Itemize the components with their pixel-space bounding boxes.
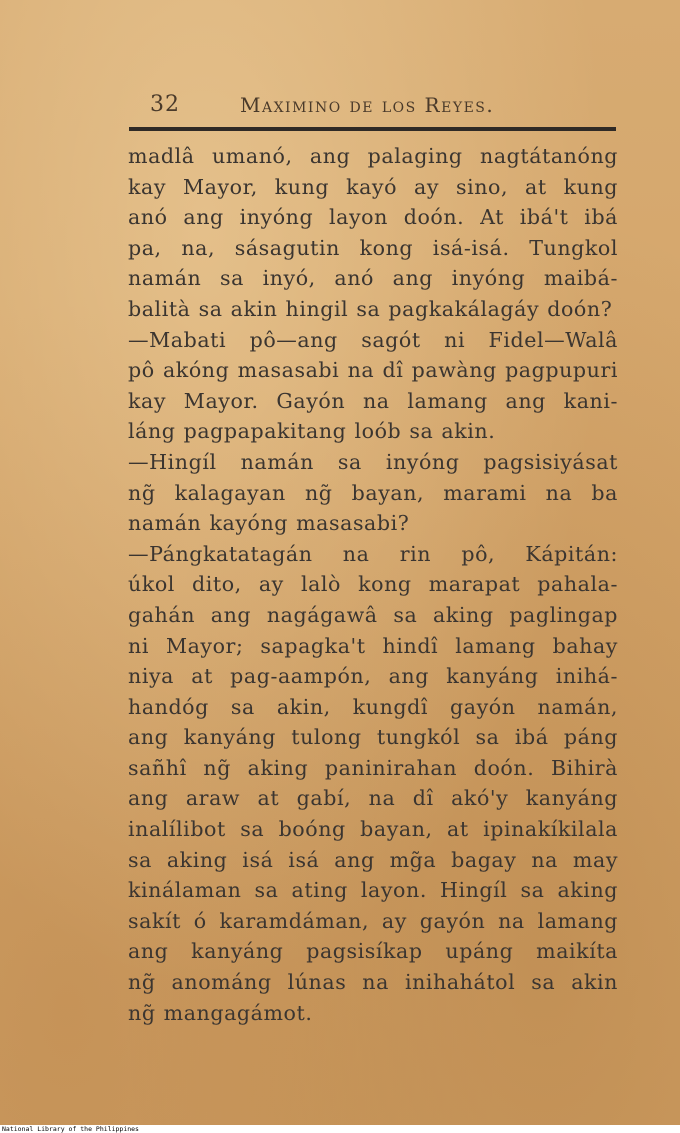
text-line: kinálaman sa ating layon. Hingíl sa aking: [128, 878, 618, 903]
text-line: gahán ang nagágawâ sa aking paglingap: [128, 602, 618, 627]
text-line: handóg sa akin, kungdî gayón namán,: [128, 694, 618, 719]
text-line: ng̃ anománg lúnas na inihahátol sa akin: [128, 970, 618, 995]
text-line: balità sa akin hingil sa pagkakálagáy doón?: [128, 296, 613, 321]
text-line: ang kanyáng tulong tungkól sa ibá páng: [128, 725, 618, 750]
page-header: [0, 92, 680, 124]
text-line: pa, na, sásagutin kong isá-isá. Tungkol: [128, 235, 618, 260]
running-title: Maximino de los Reyes.: [240, 93, 495, 117]
text-line: —Pángkatatagán na rin pô, Kápitán:: [128, 541, 618, 566]
text-line: sañhî ng̃ aking paninirahan doón. Bihirà: [128, 755, 618, 780]
text-line: madlâ umanó, ang palaging nagtátanóng: [128, 144, 618, 168]
text-line: ni Mayor; sapagka't hindî lamang bahay: [128, 633, 618, 658]
text-line: —Mabati pô—ang sagót ni Fidel—Walâ: [128, 327, 618, 352]
text-line: pô akóng masasabi na dî pawàng pagpupuri: [128, 358, 618, 383]
text-line: láng pagpapakitang loób sa akin.: [128, 419, 496, 444]
text-line: úkol dito, ay lalò kong marapat pahala-: [128, 572, 618, 597]
text-line: niya at pag-aampón, ang kanyáng inihá-: [128, 664, 618, 689]
page-number: 32: [150, 92, 180, 117]
text-line: ng̃ kalagayan ng̃ bayan, marami na ba: [128, 480, 618, 505]
text-line: ng̃ mangagámot.: [128, 1000, 313, 1025]
header-rule: [129, 127, 616, 131]
text-line: namán kayóng masasabi?: [128, 511, 410, 536]
text-line: —Hingíl namán sa inyóng pagsisiyásat: [128, 449, 618, 474]
body-text: [128, 141, 618, 1028]
text-line: ang kanyáng pagsisíkap upáng maikíta: [128, 939, 618, 964]
text-line: namán sa inyó, anó ang inyóng maibá-: [128, 266, 618, 291]
text-line: inalílibot sa boóng bayan, at ipinakíkilala: [128, 817, 618, 842]
text-line: anó ang inyóng layon doón. At ibá't ibá: [128, 205, 618, 230]
text-line: sakít ó karamdáman, ay gayón na lamang: [128, 908, 618, 933]
text-line: ang araw at gabí, na dî akó'y kanyáng: [128, 786, 618, 811]
text-line: kay Mayor. Gayón na lamang ang kani-: [128, 388, 618, 413]
text-line: kay Mayor, kung kayó ay sino, at kung: [128, 174, 618, 199]
text-line: sa aking isá isá ang mg̃a bagay na may: [128, 847, 618, 872]
library-credit: National Library of the Philippines: [2, 1125, 139, 1133]
